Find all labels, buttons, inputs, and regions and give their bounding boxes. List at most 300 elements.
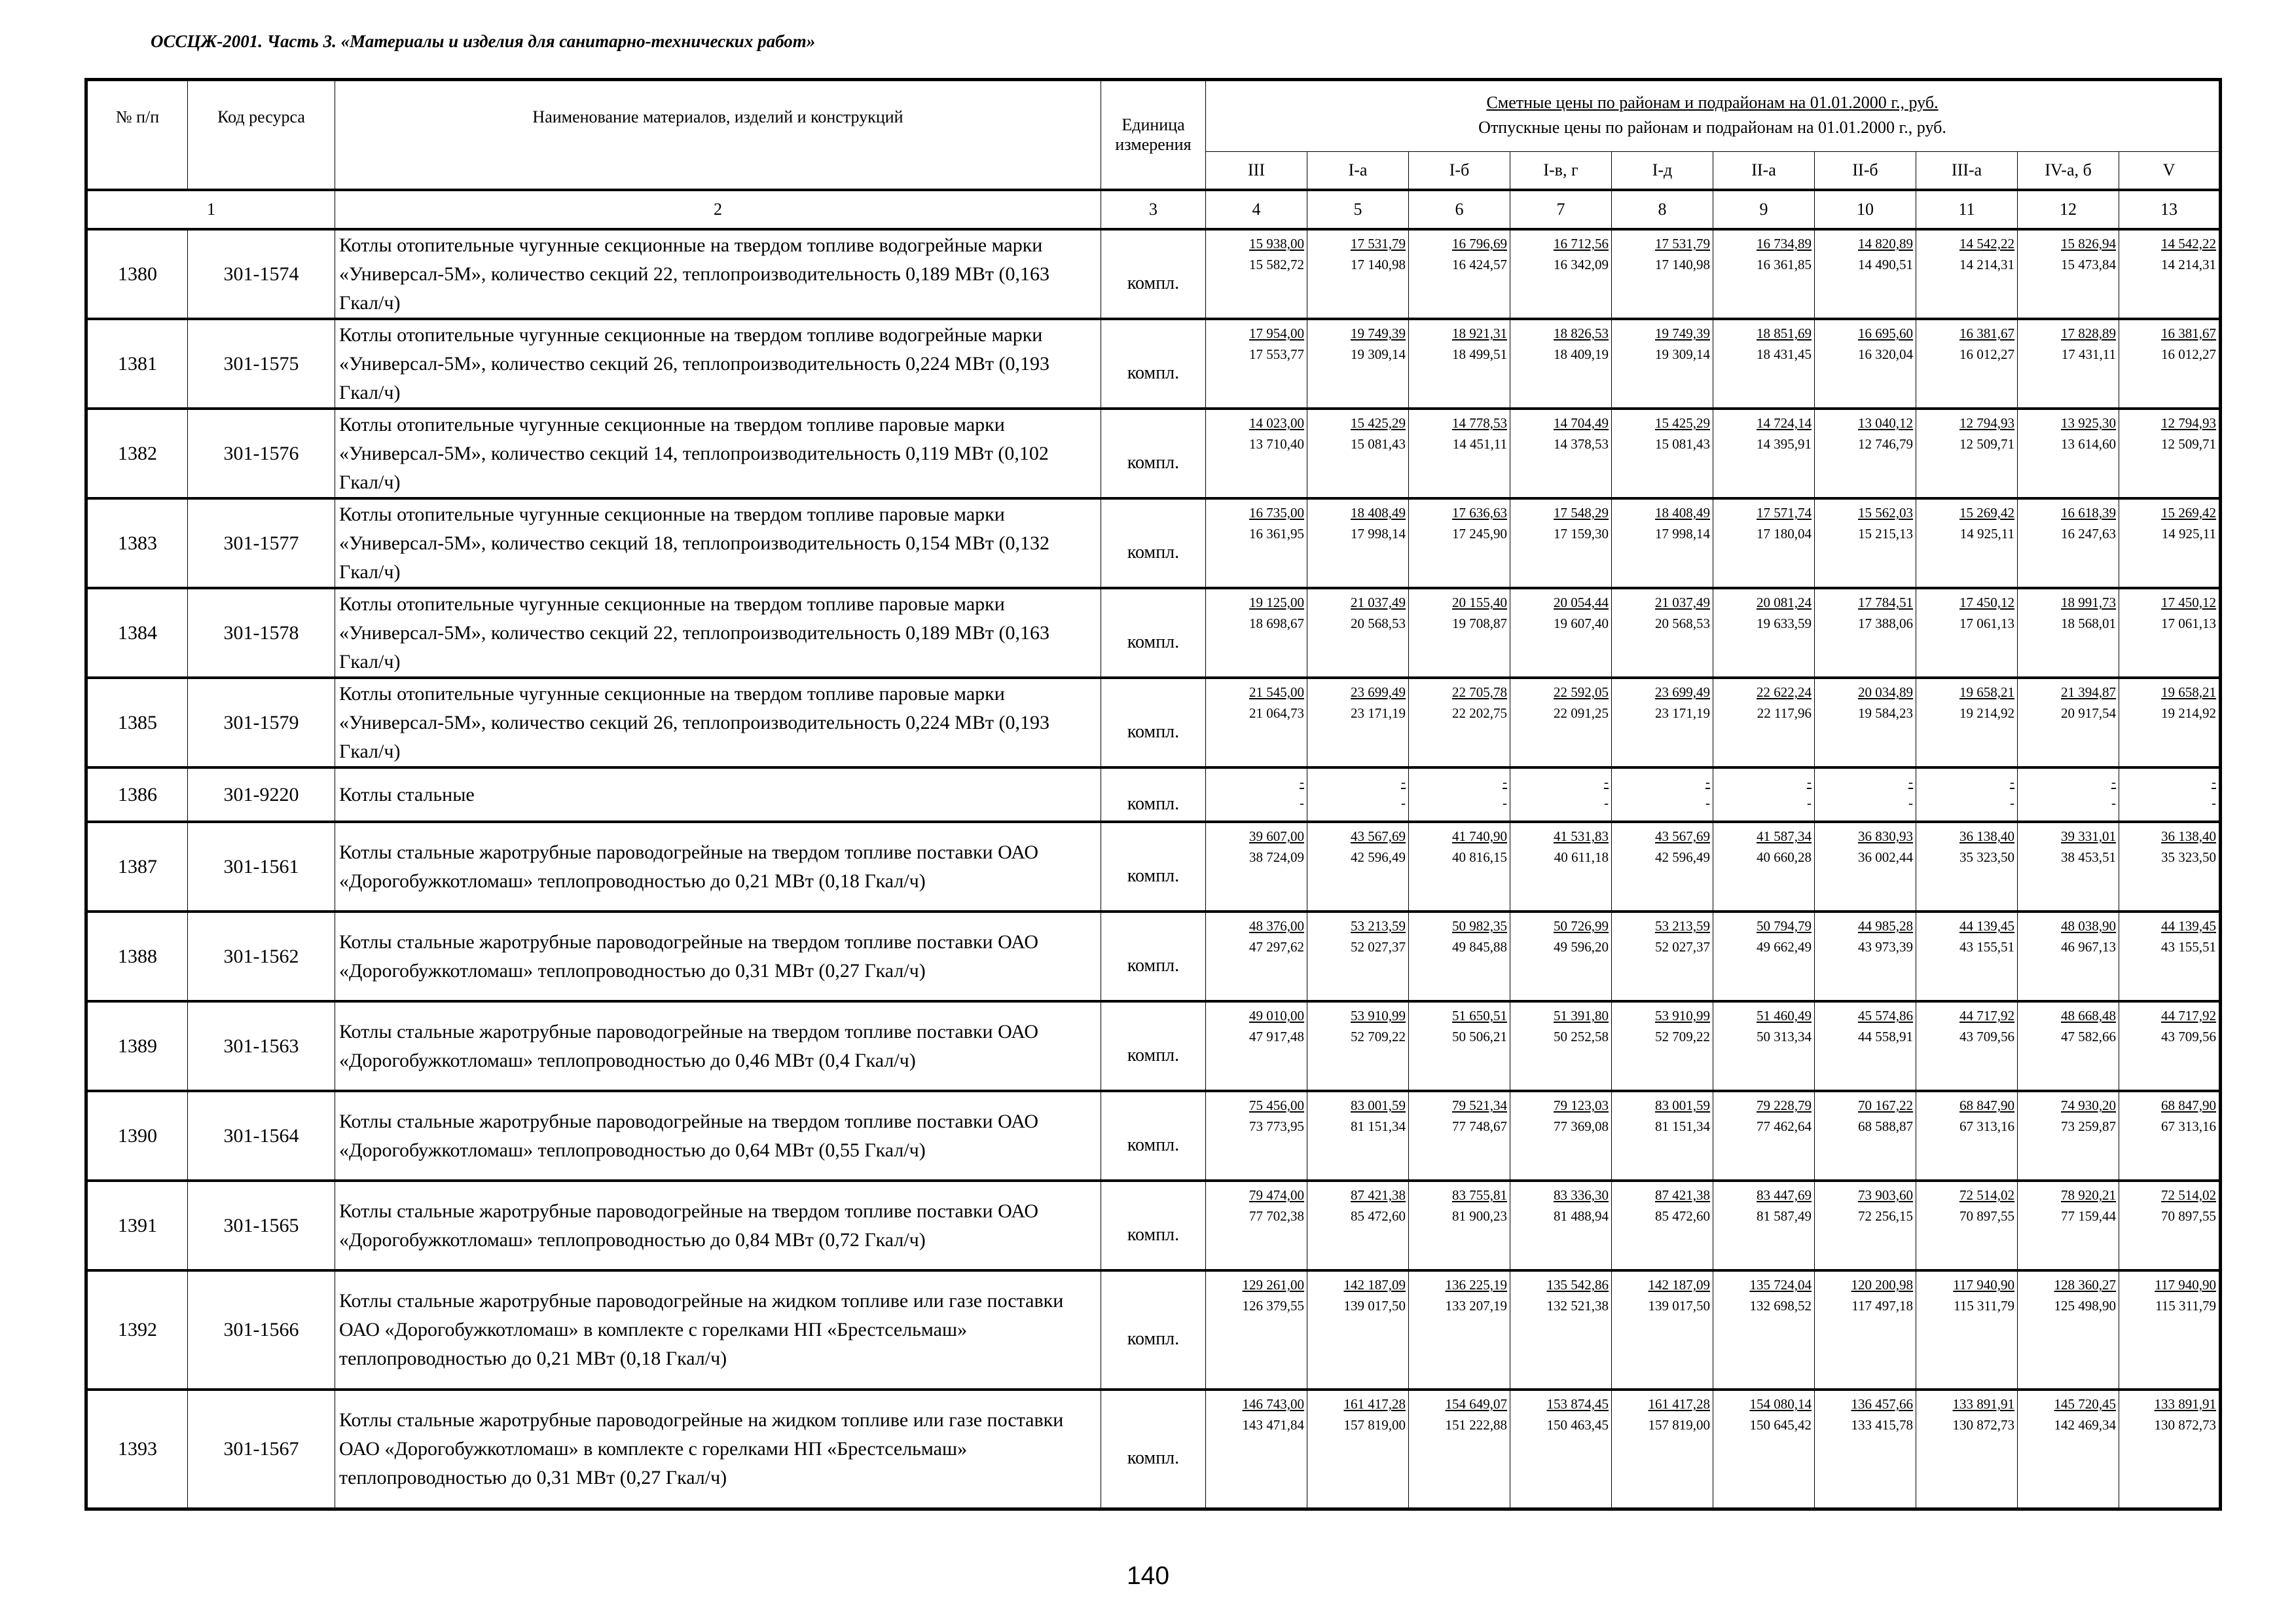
release-price: 12 746,79 [1858,436,1913,452]
release-price: 139 017,50 [1648,1298,1710,1314]
unit-of-measure: компл. [1101,767,1206,822]
row-number: 1391 [86,1181,188,1270]
price-cell [1307,678,1409,767]
price-cell [1815,1181,1916,1270]
price-cell [1713,1181,1815,1270]
price-cell [1612,767,1713,822]
release-price: 23 171,19 [1351,705,1406,721]
release-price: 81 151,34 [1655,1118,1710,1134]
price-cell [1916,229,2018,319]
column-number-5: 5 [1307,190,1409,229]
estimate-price: 70 167,22 [1858,1098,1913,1113]
price-cell [1612,588,1713,678]
release-price: - [1604,795,1609,811]
material-name: Котлы отопительные чугунные секционные на твердом топливе водогрейные марки «Универсал-5М», количество секций 26, теплопроизводительность 0,224 МВт (0,193 Гкал/ч) [335,319,1101,409]
price-cell [1510,1390,1612,1509]
table-row [86,1270,2221,1390]
region-header-4: I-в, г [1510,152,1612,191]
estimate-price: 136 457,66 [1851,1396,1913,1412]
price-cell [2018,1001,2119,1091]
row-number: 1381 [86,319,188,409]
release-price: 13 614,60 [2061,436,2116,452]
release-price: 49 596,20 [1554,939,1609,955]
estimate-price: 146 743,00 [1242,1396,1304,1412]
material-name: Котлы стальные жаротрубные пароводогрейные на твердом топливе поставки ОАО «Дорогобужкотломаш» теплопроводностью до 0,64 МВт (0,55 Гкал/ч) [335,1091,1101,1181]
price-cell [1713,1001,1815,1091]
estimate-price: 78 920,21 [2061,1187,2116,1203]
price-cell [1409,409,1510,498]
estimate-price: 17 450,12 [1959,595,2014,610]
price-cell [1409,319,1510,409]
estimate-price: 17 828,89 [2061,325,2116,341]
price-cell [1307,1181,1409,1270]
estimate-price: 16 381,67 [2161,325,2217,341]
release-price: 16 361,95 [1249,526,1304,542]
estimate-price: 129 261,00 [1242,1277,1304,1293]
release-price: 14 378,53 [1554,436,1609,452]
resource-code: 301-1578 [188,588,335,678]
release-price: 17 061,13 [2161,616,2217,631]
estimate-price: 45 574,86 [1858,1008,1913,1024]
price-cell [1206,1270,1307,1390]
column-number-9: 9 [1713,190,1815,229]
resource-code: 301-1574 [188,229,335,319]
release-price: 43 709,56 [2161,1029,2217,1044]
estimate-price: 19 658,21 [1959,684,2014,700]
release-price: 18 499,51 [1452,346,1507,362]
price-cell [1510,822,1612,912]
release-price: - [1908,795,1913,811]
release-price: 17 388,06 [1858,616,1913,631]
release-price: 150 645,42 [1749,1417,1812,1433]
release-price: 42 596,49 [1655,849,1710,865]
release-price: 17 159,30 [1554,526,1609,542]
price-cell [1510,588,1612,678]
estimate-price: 117 940,90 [2155,1277,2217,1293]
estimate-price: 19 749,39 [1351,325,1406,341]
release-price: 40 611,18 [1554,849,1609,865]
release-price: 16 247,63 [2061,526,2116,542]
estimate-price: 72 514,02 [1959,1187,2014,1203]
resource-code: 301-1575 [188,319,335,409]
price-cell [1916,767,2018,822]
material-name: Котлы стальные жаротрубные пароводогрейные на твердом топливе поставки ОАО «Дорогобужкотломаш» теплопроводностью до 0,84 МВт (0,72 Гкал/ч) [335,1181,1101,1270]
release-price: - [2212,795,2217,811]
release-price: 14 490,51 [1858,257,1913,272]
release-price: - [1807,795,1812,811]
col-header-prices [1206,80,2221,152]
release-price: 52 027,37 [1655,939,1710,955]
price-cell [1409,822,1510,912]
estimate-price: - [1604,774,1609,790]
price-cell [1409,678,1510,767]
release-price: 50 252,58 [1554,1029,1609,1044]
estimate-price: 21 394,87 [2061,684,2116,700]
release-price: 22 202,75 [1452,705,1507,721]
row-number: 1384 [86,588,188,678]
estimate-price: 16 735,00 [1249,505,1304,521]
price-cell [2018,1390,2119,1509]
price-cell [1510,1270,1612,1390]
estimate-price: 135 724,04 [1749,1277,1812,1293]
estimate-price: 87 421,38 [1655,1187,1710,1203]
release-price: 15 081,43 [1655,436,1710,452]
price-cell [1307,229,1409,319]
release-price: 77 748,67 [1452,1118,1507,1134]
unit-of-measure: компл. [1101,1270,1206,1390]
estimate-price: 161 417,28 [1343,1396,1406,1412]
price-cell [1612,498,1713,588]
estimate-price: 44 139,45 [1959,918,2014,934]
table-row [86,1390,2221,1509]
price-cell [1815,409,1916,498]
estimate-price: 74 930,20 [2061,1098,2116,1113]
price-cell [1510,229,1612,319]
release-price: 133 415,78 [1851,1417,1913,1433]
unit-of-measure: компл. [1101,319,1206,409]
estimate-price: 154 649,07 [1445,1396,1507,1412]
release-price: 18 409,19 [1554,346,1609,362]
release-price: 13 710,40 [1249,436,1304,452]
estimate-price: 23 699,49 [1351,684,1406,700]
estimate-price: 87 421,38 [1351,1187,1406,1203]
price-cell [1612,912,1713,1001]
estimate-price: 20 034,89 [1858,684,1913,700]
col-header-no: № п/п [86,80,188,191]
release-price: 12 509,71 [2161,436,2217,452]
release-price: 77 159,44 [2061,1208,2116,1224]
estimate-price: 53 213,59 [1351,918,1406,934]
price-cell [1307,409,1409,498]
table-row [86,822,2221,912]
unit-of-measure: компл. [1101,822,1206,912]
price-cell [1206,319,1307,409]
price-cell [1510,678,1612,767]
row-number: 1386 [86,767,188,822]
release-price: 16 012,27 [2161,346,2217,362]
estimate-price: - [1300,774,1304,790]
release-price: 18 431,45 [1757,346,1812,362]
estimate-price: 15 425,29 [1351,415,1406,431]
row-number: 1388 [86,912,188,1001]
estimate-price: 20 081,24 [1757,595,1812,610]
release-price: 15 473,84 [2061,257,2116,272]
release-price: 52 709,22 [1655,1029,1710,1044]
release-price: 19 584,23 [1858,705,1913,721]
estimate-price: 19 749,39 [1655,325,1710,341]
price-cell [1409,912,1510,1001]
region-header-8: III-а [1916,152,2018,191]
price-title-estimate: Сметные цены по районам и подрайонам на 01.01.2000 г., руб. [1486,93,1939,112]
release-price: 17 061,13 [1959,616,2014,631]
price-cell [2119,229,2221,319]
row-number: 1392 [86,1270,188,1390]
price-cell [1916,912,2018,1001]
price-cell [2119,1390,2221,1509]
estimate-price: 14 778,53 [1452,415,1507,431]
estimate-price: 16 695,60 [1858,325,1913,341]
release-price: 47 582,66 [2061,1029,2116,1044]
estimate-price: 22 592,05 [1554,684,1609,700]
estimate-price: 79 474,00 [1249,1187,1304,1203]
estimate-price: 15 269,42 [1959,505,2014,521]
estimate-price: 51 650,51 [1452,1008,1507,1024]
price-cell [1409,498,1510,588]
release-price: 133 207,19 [1445,1298,1507,1314]
release-price: 67 313,16 [2161,1118,2217,1134]
price-cell [1713,588,1815,678]
estimate-price: 17 784,51 [1858,595,1913,610]
estimate-price: 83 447,69 [1757,1187,1812,1203]
price-cell [1916,822,2018,912]
release-price: 43 973,39 [1858,939,1913,955]
price-title-release: Отпускные цены по районам и подрайонам на 01.01.2000 г., руб. [1478,118,1946,137]
release-price: 16 361,85 [1757,257,1812,272]
resource-code: 301-1577 [188,498,335,588]
estimate-price: 21 037,49 [1655,595,1710,610]
price-cell [1206,1091,1307,1181]
resource-code: 301-1576 [188,409,335,498]
region-header-5: I-д [1612,152,1713,191]
release-price: 18 698,67 [1249,616,1304,631]
estimate-price: 39 607,00 [1249,828,1304,844]
release-price: 16 012,27 [1959,346,2014,362]
estimate-price: 18 921,31 [1452,325,1507,341]
price-cell [1206,229,1307,319]
release-price: - [2111,795,2116,811]
release-price: 85 472,60 [1351,1208,1406,1224]
price-cell [2119,678,2221,767]
estimate-price: 15 938,00 [1249,236,1304,251]
unit-of-measure: компл. [1101,588,1206,678]
release-price: 43 709,56 [1959,1029,2014,1044]
estimate-price: 13 040,12 [1858,415,1913,431]
release-price: 132 698,52 [1749,1298,1812,1314]
estimate-price: 14 023,00 [1249,415,1304,431]
estimate-price: 79 123,03 [1554,1098,1609,1113]
estimate-price: - [1908,774,1913,790]
price-cell [1206,678,1307,767]
price-cell [1206,1181,1307,1270]
price-cell [1916,319,2018,409]
price-cell [1409,1091,1510,1181]
estimate-price: 51 391,80 [1554,1008,1609,1024]
estimate-price: 17 531,79 [1655,236,1710,251]
column-number-12: 12 [2018,190,2119,229]
price-cell [1612,1001,1713,1091]
estimate-price: 133 891,91 [1952,1396,2014,1412]
row-number: 1389 [86,1001,188,1091]
release-price: - [1705,795,1710,811]
release-price: 73 773,95 [1249,1118,1304,1134]
estimate-price: 49 010,00 [1249,1008,1304,1024]
release-price: 20 568,53 [1351,616,1406,631]
estimate-price: 161 417,28 [1648,1396,1710,1412]
estimate-price: 48 038,90 [2061,918,2116,934]
estimate-price: 53 213,59 [1655,918,1710,934]
price-cell [1815,588,1916,678]
release-price: 126 379,55 [1242,1298,1304,1314]
price-cell [1206,1001,1307,1091]
price-cell [2119,822,2221,912]
unit-of-measure: компл. [1101,229,1206,319]
estimate-price: 17 636,63 [1452,505,1507,521]
release-price: 17 998,14 [1655,526,1710,542]
estimate-price: 41 531,83 [1554,828,1609,844]
row-number: 1380 [86,229,188,319]
release-price: 38 453,51 [2061,849,2116,865]
price-cell [1612,319,1713,409]
estimate-price: 41 587,34 [1757,828,1812,844]
material-name: Котлы стальные жаротрубные пароводогрейные на жидком топливе или газе поставки ОАО «Дорогобужкотломаш» в комплекте с горелками НП «Брестсельмаш» теплопроводностью до 0,21 МВт (0,18 Гкал/ч) [335,1270,1101,1390]
price-cell [1713,319,1815,409]
estimate-price: 22 622,24 [1757,684,1812,700]
estimate-price: 120 200,98 [1851,1277,1913,1293]
estimate-price: 18 408,49 [1351,505,1406,521]
estimate-price: 83 001,59 [1655,1098,1710,1113]
column-number-row [86,190,2221,229]
resource-code: 301-1565 [188,1181,335,1270]
price-cell [1713,1390,1815,1509]
col-header-code: Код ресурса [188,80,335,191]
estimate-price: 75 456,00 [1249,1098,1304,1113]
price-cell [1307,1270,1409,1390]
release-price: 19 607,40 [1554,616,1609,631]
release-price: 117 497,18 [1851,1298,1913,1314]
estimate-price: 68 847,90 [1959,1098,2014,1113]
estimate-price: 14 542,22 [1959,236,2014,251]
release-price: 143 471,84 [1242,1417,1304,1433]
price-cell [1307,588,1409,678]
estimate-price: 14 820,89 [1858,236,1913,251]
release-price: 14 925,11 [1959,526,2014,542]
resource-code: 301-9220 [188,767,335,822]
release-price: 19 708,87 [1452,616,1507,631]
unit-of-measure: компл. [1101,409,1206,498]
estimate-price: 43 567,69 [1655,828,1710,844]
price-cell [1916,409,2018,498]
price-table [84,78,2222,1511]
price-cell [1612,678,1713,767]
price-cell [1815,498,1916,588]
material-name: Котлы стальные жаротрубные пароводогрейные на жидком топливе или газе поставки ОАО «Дорогобужкотломаш» в комплекте с горелками НП «Брестсельмаш» теплопроводностью до 0,31 МВт (0,27 Гкал/ч) [335,1390,1101,1509]
resource-code: 301-1561 [188,822,335,912]
release-price: 50 506,21 [1452,1029,1507,1044]
price-cell [1612,1390,1713,1509]
price-cell [1713,1091,1815,1181]
price-cell [1815,1091,1916,1181]
release-price: 151 222,88 [1445,1417,1507,1433]
price-cell [1713,678,1815,767]
estimate-price: 44 717,92 [1959,1008,2014,1024]
release-price: 130 872,73 [2154,1417,2217,1433]
price-cell [1409,1390,1510,1509]
release-price: 42 596,49 [1351,849,1406,865]
price-cell [1916,678,2018,767]
price-cell [1916,588,2018,678]
release-price: 43 155,51 [2161,939,2217,955]
estimate-price: 18 991,73 [2061,595,2116,610]
price-cell [1815,1390,1916,1509]
estimate-price: 50 982,35 [1452,918,1507,934]
price-cell [1510,1091,1612,1181]
release-price: 15 215,13 [1858,526,1913,542]
col-header-unit: Единица измерения [1101,80,1206,191]
release-price: 14 395,91 [1757,436,1812,452]
row-number: 1390 [86,1091,188,1181]
estimate-price: 18 826,53 [1554,325,1609,341]
estimate-price: 15 826,94 [2061,236,2116,251]
estimate-price: 44 985,28 [1858,918,1913,934]
column-number-4: 4 [1206,190,1307,229]
price-cell [1409,1001,1510,1091]
material-name: Котлы стальные жаротрубные пароводогрейные на твердом топливе поставки ОАО «Дорогобужкотломаш» теплопроводностью до 0,46 МВт (0,4 Гкал/ч) [335,1001,1101,1091]
release-price: 19 309,14 [1351,346,1406,362]
row-number: 1393 [86,1390,188,1509]
release-price: 52 709,22 [1351,1029,1406,1044]
table-row [86,767,2221,822]
price-cell [1713,767,1815,822]
release-price: 36 002,44 [1858,849,1913,865]
estimate-price: 20 155,40 [1452,595,1507,610]
release-price: 12 509,71 [1959,436,2014,452]
estimate-price: 36 138,40 [2161,828,2217,844]
price-cell [1815,767,1916,822]
release-price: 19 214,92 [1959,705,2014,721]
price-cell [1713,912,1815,1001]
column-number-8: 8 [1612,190,1713,229]
price-cell [1916,1091,2018,1181]
estimate-price: 117 940,90 [1953,1277,2014,1293]
price-cell [1815,1270,1916,1390]
price-cell [1713,822,1815,912]
estimate-price: 44 717,92 [2161,1008,2217,1024]
estimate-price: 133 891,91 [2154,1396,2217,1412]
column-number-10: 10 [1815,190,1916,229]
release-price: 46 967,13 [2061,939,2116,955]
material-name: Котлы отопительные чугунные секционные на твердом топливе паровые марки «Универсал-5М», количество секций 22, теплопроизводительность 0,189 МВт (0,163 Гкал/ч) [335,588,1101,678]
release-price: 139 017,50 [1343,1298,1406,1314]
price-cell [1206,1390,1307,1509]
price-cell [2018,319,2119,409]
price-cell [1612,822,1713,912]
price-cell [1916,1270,2018,1390]
price-cell [1815,1001,1916,1091]
estimate-price: 15 562,03 [1858,505,1913,521]
price-cell [1612,229,1713,319]
resource-code: 301-1563 [188,1001,335,1091]
release-price: 115 311,79 [2155,1298,2217,1314]
price-cell [1713,409,1815,498]
estimate-price: 16 796,69 [1452,236,1507,251]
price-cell [1307,319,1409,409]
estimate-price: 153 874,45 [1546,1396,1609,1412]
table-row [86,498,2221,588]
estimate-price: - [1503,774,1507,790]
price-cell [2119,319,2221,409]
release-price: 17 140,98 [1351,257,1406,272]
estimate-price: 13 925,30 [2061,415,2116,431]
unit-of-measure: компл. [1101,678,1206,767]
estimate-price: 17 571,74 [1757,505,1812,521]
region-header-2: I-а [1307,152,1409,191]
price-cell [1815,678,1916,767]
estimate-price: 48 668,48 [2061,1008,2116,1024]
estimate-price: 53 910,99 [1655,1008,1710,1024]
table-row [86,678,2221,767]
release-price: 52 027,37 [1351,939,1406,955]
price-cell [1409,588,1510,678]
